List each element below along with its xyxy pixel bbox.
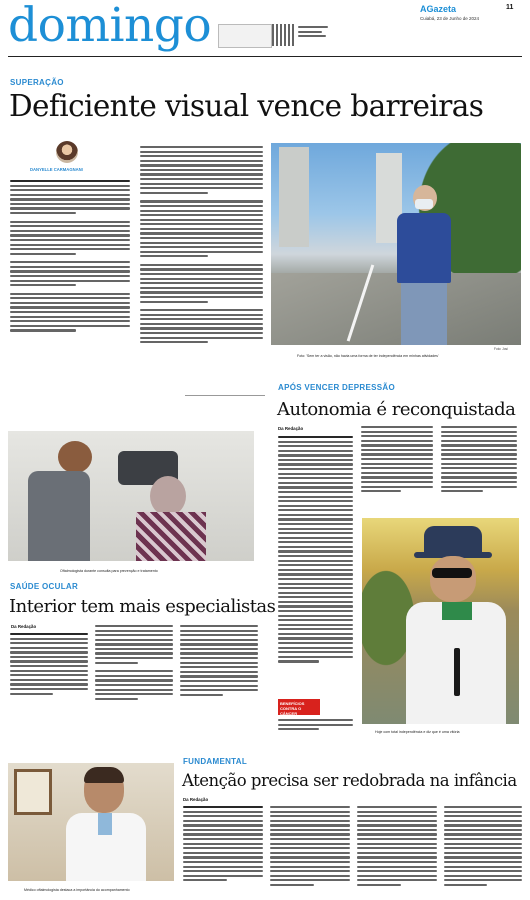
doctor-figure: [28, 441, 98, 561]
story1-photo: [271, 143, 521, 345]
story2-column-2: [361, 426, 433, 495]
page-number: 11: [506, 4, 514, 11]
story3-headline: Interior tem mais especialistas: [9, 596, 276, 617]
story2-photo-caption: Hoje com total independência e diz que é uma vitória: [375, 730, 460, 734]
header-rule: [8, 56, 522, 57]
story2-byline: Da Redação: [278, 426, 304, 431]
doctor-portrait-figure: [66, 767, 146, 881]
framed-diploma: [14, 769, 52, 815]
story4-column-1: [183, 806, 263, 884]
qr-code-icon: [272, 24, 294, 46]
story2-kicker: APÓS VENCER DEPRESSÃO: [278, 383, 395, 392]
story3-byline: Da Redação: [11, 624, 37, 629]
story4-byline: Da Redação: [183, 797, 209, 802]
story2-tag-box: [278, 699, 320, 715]
story2-column-1: [278, 436, 353, 665]
white-cane: [454, 648, 460, 696]
story4-photo-caption: Médico oftalmologista destaca a importância do acompanhamento: [24, 888, 130, 892]
man-figure: [391, 185, 457, 345]
header-ad-text: [298, 26, 328, 44]
story1-photo-caption: Foto: 'Sem ter a visão, não havia uma forma de ter independência em minhas atividades': [297, 354, 439, 358]
header-ad-box: [218, 24, 272, 48]
story1-byline: DANYELLE CARMAGNANI: [30, 167, 83, 172]
section-title: domingo: [8, 0, 212, 53]
story3-photo: [8, 431, 254, 561]
building-shape: [279, 147, 309, 247]
date-line: Cuiabá, 23 de Junho de 2024: [420, 16, 480, 21]
story4-photo: [8, 763, 174, 881]
patient-figure: [136, 476, 206, 561]
story2-column-3: [441, 426, 517, 495]
story3-column-3: [180, 625, 258, 698]
story1-column-1: [10, 180, 130, 334]
story4-column-4: [444, 806, 522, 888]
story4-column-3: [357, 806, 437, 888]
story3-column-2: [95, 625, 173, 702]
story1-kicker: SUPERAÇÃO: [10, 78, 64, 87]
story3-kicker: SAÚDE OCULAR: [10, 582, 79, 591]
column-ad-box: [185, 395, 265, 408]
story3-photo-caption: Oftalmologista durante consulta para prevenção e tratamento: [60, 569, 158, 573]
story1-headline: Deficiente visual vence barreiras: [9, 89, 484, 123]
story1-column-2: [140, 146, 263, 346]
story2-photo: [362, 518, 519, 724]
story4-kicker: FUNDAMENTAL: [183, 757, 248, 766]
story1-photo-credit: Foto: Josi: [494, 347, 508, 351]
brand-logo: AGazeta: [420, 4, 457, 14]
story3-column-1: [10, 633, 88, 697]
page-header: [0, 0, 530, 58]
story2-column-1-tail: [278, 719, 353, 733]
story2-headline: Autonomia é reconquistada: [277, 399, 516, 420]
avatar: [56, 141, 78, 163]
story4-headline: Atenção precisa ser redobrada na infância: [182, 771, 517, 790]
story2-tag: BENEFÍCIOS CONTRA O CÂNCER: [280, 701, 305, 716]
story4-column-2: [270, 806, 350, 888]
